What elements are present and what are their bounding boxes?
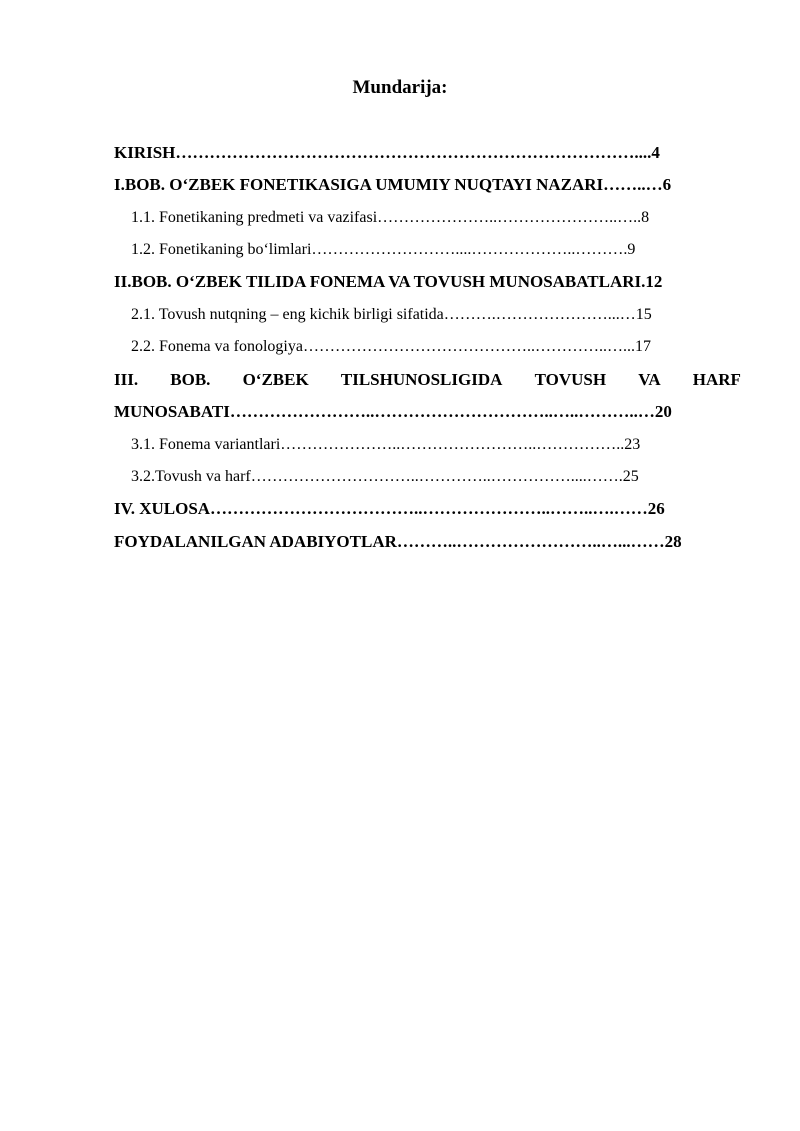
toc-entry-foydalanilgan: FOYDALANILGAN ADABIYOTLAR………..……………………..…...……28 xyxy=(114,532,682,551)
toc-word: BOB. xyxy=(170,370,211,389)
toc-entry-bob3-line1 xyxy=(114,370,741,390)
toc-word: TOVUSH xyxy=(534,370,607,389)
toc-entry-1-2: 1.2. Fonetikaning bo‘limlari………………………....………………..……….9 xyxy=(131,241,636,258)
toc-entry-2-1: 2.1. Tovush nutqning – eng kichik birligi sifatida……….…………………...…15 xyxy=(131,306,652,323)
toc-entry-bob3-line2: MUNOSABATI……………………..…………………………..…..………..…20 xyxy=(114,402,672,421)
toc-word: TILSHUNOSLIGIDA xyxy=(340,370,503,389)
toc-word: O‘ZBEK xyxy=(242,370,309,389)
toc-entry-2-2: 2.2. Fonema va fonologiya……………………………………..…………..…...17 xyxy=(131,338,651,355)
page-title: Mundarija: xyxy=(352,77,448,98)
toc-entry-3-1: 3.1. Fonema variantlari…………………..……………………..……………..23 xyxy=(131,436,641,453)
toc-entry-kirish: KIRISH………………………………………………………………………....4 xyxy=(114,143,660,162)
toc-word: HARF xyxy=(692,370,741,389)
toc-word: VA xyxy=(638,370,661,389)
toc-entry-bob2: II.BOB. O‘ZBEK TILIDA FONEMA VA TOVUSH MUNOSABATLARI.12 xyxy=(114,272,663,291)
toc-entry-xulosa: IV. XULOSA………………………………..…………………..……..….……26 xyxy=(114,499,665,518)
toc-word: III. xyxy=(114,370,139,389)
toc-entry-bob1: I.BOB. O‘ZBEK FONETIKASIGA UMUMIY NUQTAYI NAZARI……..…6 xyxy=(114,175,672,194)
toc-entry-3-2: 3.2.Tovush va harf…………………………..…………..……………....…….25 xyxy=(131,468,639,485)
toc-entry-1-1: 1.1. Fonetikaning predmeti va vazifasi…………………..…………………..…..8 xyxy=(131,209,650,226)
